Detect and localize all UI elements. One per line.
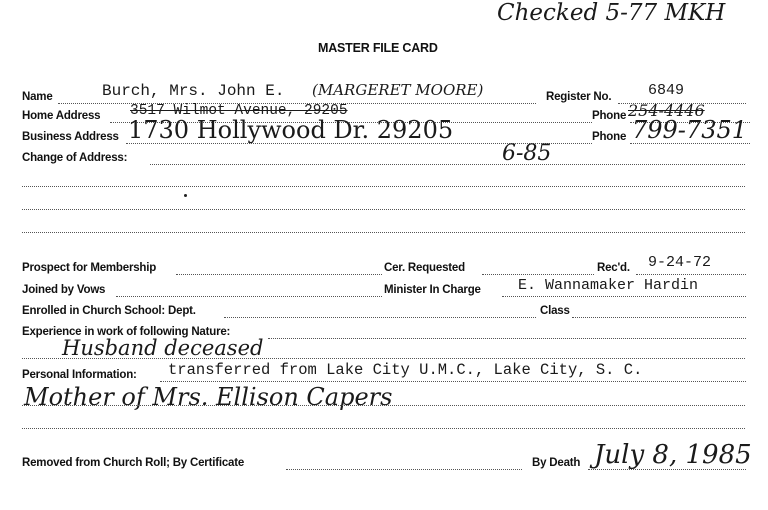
- register-value: 6849: [648, 82, 685, 99]
- personal-info-value: transferred from Lake City U.M.C., Lake City, S. C.: [168, 361, 643, 379]
- minister-value: E. Wannamaker Hardin: [518, 277, 699, 294]
- change-address-note: 6-85: [502, 141, 552, 166]
- cer-requested-label: Cer. Requested: [384, 262, 465, 274]
- minister-label: Minister In Charge: [384, 284, 481, 296]
- death-label: By Death: [532, 457, 581, 469]
- business-address-value: 1730 Hollywood Dr. 29205: [128, 116, 454, 144]
- home-phone-value: 254-4446: [628, 101, 705, 120]
- business-phone-value: 799-7351: [632, 116, 747, 144]
- register-label: Register No.: [546, 91, 612, 103]
- name-label: Name: [22, 91, 53, 103]
- maiden-name-note: (MARGERET MOORE): [312, 81, 484, 99]
- experience-value: Husband deceased: [62, 336, 264, 360]
- change-address-label: Change of Address:: [22, 152, 128, 164]
- recd-label: Rec'd.: [597, 262, 630, 274]
- recd-value: 9-24-72: [648, 254, 712, 271]
- card-title: MASTER FILE CARD: [318, 41, 438, 55]
- removed-label: Removed from Church Roll; By Certificate: [22, 457, 245, 469]
- personal-info-note: Mother of Mrs. Ellison Capers: [24, 383, 393, 411]
- experience-label: Experience in work of following Nature:: [22, 326, 231, 338]
- stray-dot: [184, 194, 187, 197]
- name-value: Burch, Mrs. John E.: [102, 82, 285, 100]
- class-label: Class: [540, 305, 570, 317]
- checked-note: Checked 5-77 MKH: [497, 0, 726, 26]
- business-phone-label: Phone: [592, 131, 627, 143]
- prospect-label: Prospect for Membership: [22, 262, 157, 274]
- joined-label: Joined by Vows: [22, 284, 106, 296]
- business-address-label: Business Address: [22, 131, 119, 143]
- home-address-label: Home Address: [22, 110, 101, 122]
- home-address-value: 3517 Wilmot Avenue, 29205: [130, 103, 348, 119]
- death-value: July 8, 1985: [594, 440, 752, 470]
- church-school-label: Enrolled in Church School: Dept.: [22, 305, 196, 317]
- home-phone-label: Phone: [592, 110, 627, 122]
- personal-info-label: Personal Information:: [22, 369, 137, 381]
